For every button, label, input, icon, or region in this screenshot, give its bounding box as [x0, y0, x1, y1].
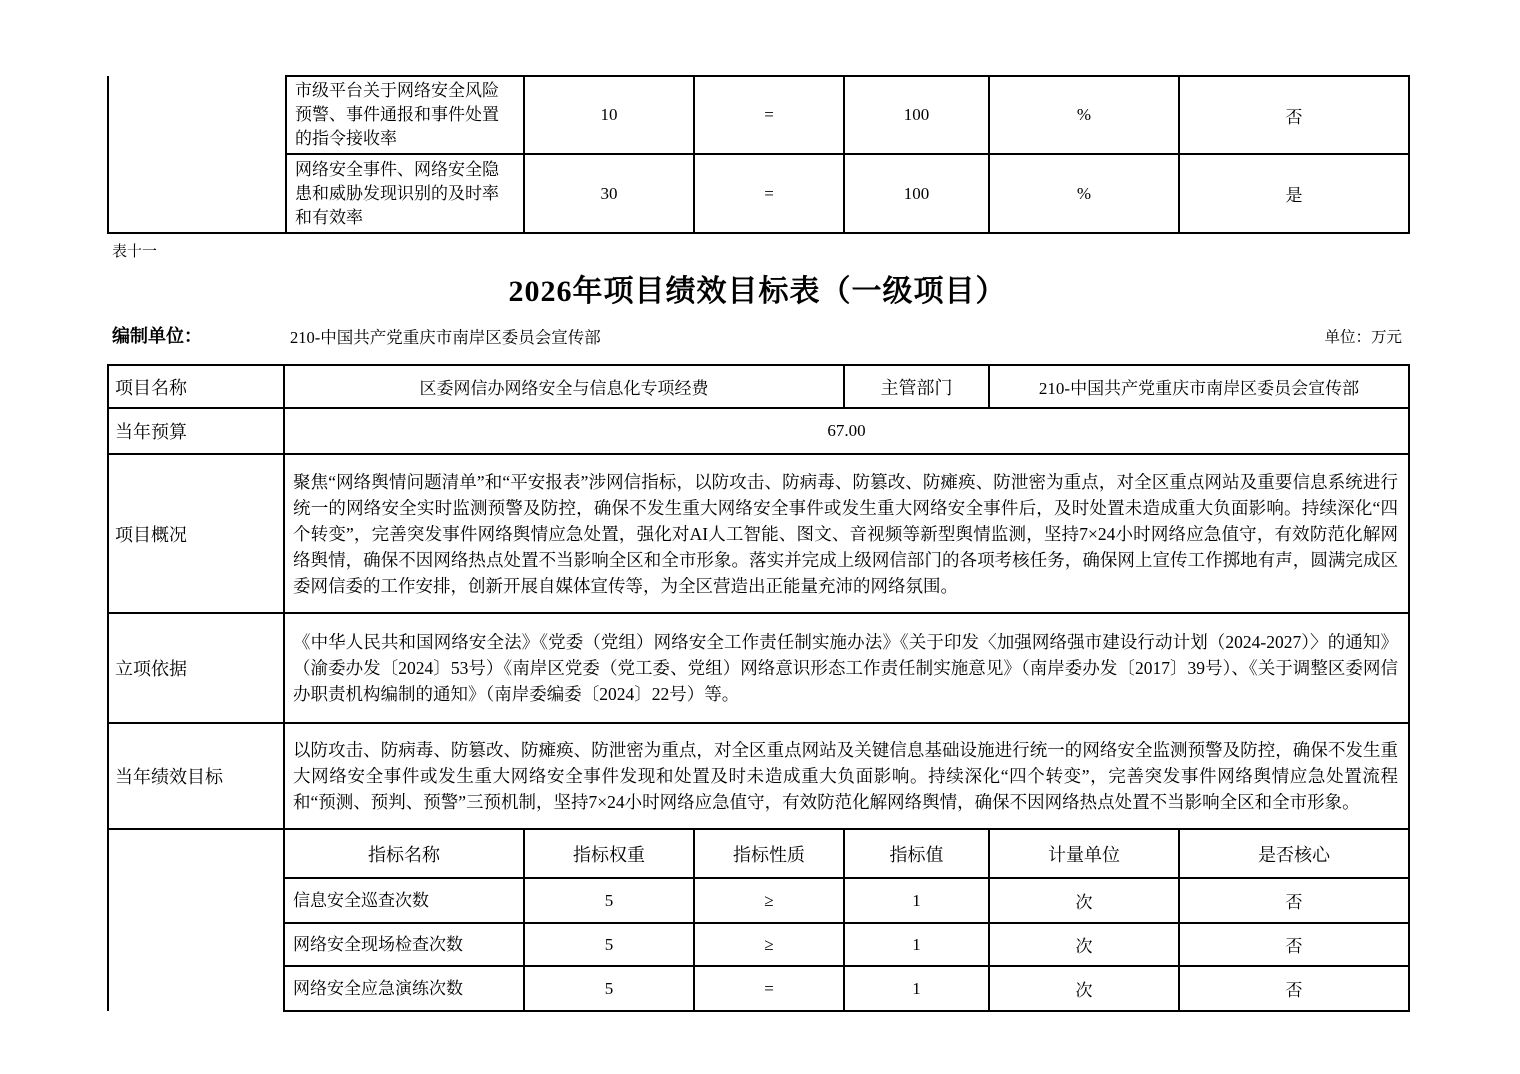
indicator-value-cell: 1 — [844, 923, 989, 966]
indicator-header-row — [108, 829, 1409, 878]
continuation-table — [107, 75, 1410, 234]
indicator-nature-cell: = — [694, 966, 844, 1011]
col-header-value: 指标值 — [844, 829, 989, 878]
indicator-core-cell: 是 — [1179, 154, 1409, 233]
col-header-core: 是否核心 — [1179, 829, 1409, 878]
table-row — [108, 154, 1409, 233]
table-row — [108, 723, 1409, 829]
table-row — [108, 923, 1409, 966]
indicator-core-cell: 否 — [1179, 966, 1409, 1011]
indicator-weight-cell: 5 — [524, 966, 694, 1011]
table-number-note: 表十一 — [112, 244, 158, 260]
table-row — [108, 613, 1409, 723]
indicator-value-cell: 1 — [844, 966, 989, 1011]
target-label: 当年绩效目标 — [108, 723, 284, 829]
table-row — [108, 878, 1409, 923]
main-table — [107, 364, 1410, 1012]
indicator-unit-cell: 次 — [989, 923, 1179, 966]
indicator-name-cell: 网络安全事件、网络安全隐患和威胁发现识别的及时率和有效率 — [286, 154, 524, 233]
meta-line — [107, 322, 1408, 346]
indicator-core-cell: 否 — [1179, 923, 1409, 966]
indicator-nature-cell: ≥ — [694, 923, 844, 966]
indicator-weight-cell: 10 — [524, 76, 694, 154]
indicator-nature-cell: ≥ — [694, 878, 844, 923]
indicator-name-cell: 市级平台关于网络安全风险预警、事件通报和事件处置的指令接收率 — [286, 76, 524, 154]
page-title: 2026年项目绩效目标表（一级项目） — [508, 275, 1007, 308]
indicator-name-cell: 信息安全巡查次数 — [284, 878, 524, 923]
indicator-unit-cell: 次 — [989, 966, 1179, 1011]
indicator-nature-cell: = — [694, 154, 844, 233]
overview-text: 聚焦“网络舆情问题清单”和“平安报表”涉网信指标，以防攻击、防病毒、防篡改、防瘫痪、防泄密为重点，对全区重点网站及重要信息系统进行统一的网络安全实时监测预警及防控，确保不发生重大网络安全事件或发生重大网络安全事件后，及时处置未造成重大负面影响。持续深化“四个转变”，完善突发事件网络舆情应急处置，强化对AI人工智能、图文、音视频等新型舆情监测，坚持7×24小时网络应急值守，有效防范化解网络舆情，确保不因网络热点处置不当影响全区和全市形象。落实并完成上级网信部门的各项考核任务，确保网上宣传工作掷地有声，圆满完成区委网信委的工作安排，创新开展自媒体宣传等，为全区营造出正能量充沛的网络氛围。 — [284, 454, 1409, 613]
table-row — [108, 408, 1409, 454]
indicator-weight-cell: 30 — [524, 154, 694, 233]
unit-note: 单位：万元 — [1324, 329, 1402, 346]
indicator-unit-cell: % — [989, 154, 1179, 233]
col-header-weight: 指标权重 — [524, 829, 694, 878]
col-header-name: 指标名称 — [284, 829, 524, 878]
basis-text: 《中华人民共和国网络安全法》《党委（党组）网络安全工作责任制实施办法》《关于印发〈加强网络强市建设行动计划（2024-2027）〉的通知》（渝委办发〔2024〕53号）《南岸区党委（党工委、党组）网络意识形态工作责任制实施意见》（南岸委办发〔2017〕39号）、《关于调整区委网信办职责机构编制的通知》（南岸委编委〔2024〕22号）等。 — [284, 613, 1409, 723]
indicator-unit-cell: 次 — [989, 878, 1179, 923]
budget-label: 当年预算 — [108, 408, 284, 454]
prepared-by-label: 编制单位： — [112, 326, 202, 346]
overview-label: 项目概况 — [108, 454, 284, 613]
indicator-value-cell: 100 — [844, 76, 989, 154]
dept-label: 主管部门 — [844, 365, 989, 408]
table-row — [108, 76, 1409, 154]
merged-category-cell — [108, 76, 286, 233]
indicator-value-cell: 1 — [844, 878, 989, 923]
table-row — [108, 365, 1409, 408]
indicator-weight-cell: 5 — [524, 923, 694, 966]
col-header-unit: 计量单位 — [989, 829, 1179, 878]
indicator-weight-cell: 5 — [524, 878, 694, 923]
project-name-value: 区委网信办网络安全与信息化专项经费 — [284, 365, 844, 408]
indicator-unit-cell: % — [989, 76, 1179, 154]
budget-value: 67.00 — [284, 408, 1409, 454]
col-header-nature: 指标性质 — [694, 829, 844, 878]
dept-value: 210-中国共产党重庆市南岸区委员会宣传部 — [989, 365, 1409, 408]
project-name-label: 项目名称 — [108, 365, 284, 408]
target-text: 以防攻击、防病毒、防篡改、防瘫痪、防泄密为重点，对全区重点网站及关键信息基础设施进行统一的网络安全监测预警及防控，确保不发生重大网络安全事件或发生重大网络安全事件发现和处置及时未造成重大负面影响。持续深化“四个转变”，完善突发事件网络舆情应急处置流程和“预测、预判、预警”三预机制，坚持7×24小时网络应急值守，有效防范化解网络舆情，确保不因网络热点处置不当影响全区和全市形象。 — [284, 723, 1409, 829]
merged-category-cell — [108, 829, 284, 1011]
indicator-name-cell: 网络安全应急演练次数 — [284, 966, 524, 1011]
indicator-core-cell: 否 — [1179, 76, 1409, 154]
prepared-by-value: 210-中国共产党重庆市南岸区委员会宣传部 — [290, 328, 601, 347]
indicator-nature-cell: = — [694, 76, 844, 154]
basis-label: 立项依据 — [108, 613, 284, 723]
indicator-core-cell: 否 — [1179, 878, 1409, 923]
table-row — [108, 454, 1409, 613]
table-row — [108, 966, 1409, 1011]
indicator-name-cell: 网络安全现场检查次数 — [284, 923, 524, 966]
indicator-value-cell: 100 — [844, 154, 989, 233]
